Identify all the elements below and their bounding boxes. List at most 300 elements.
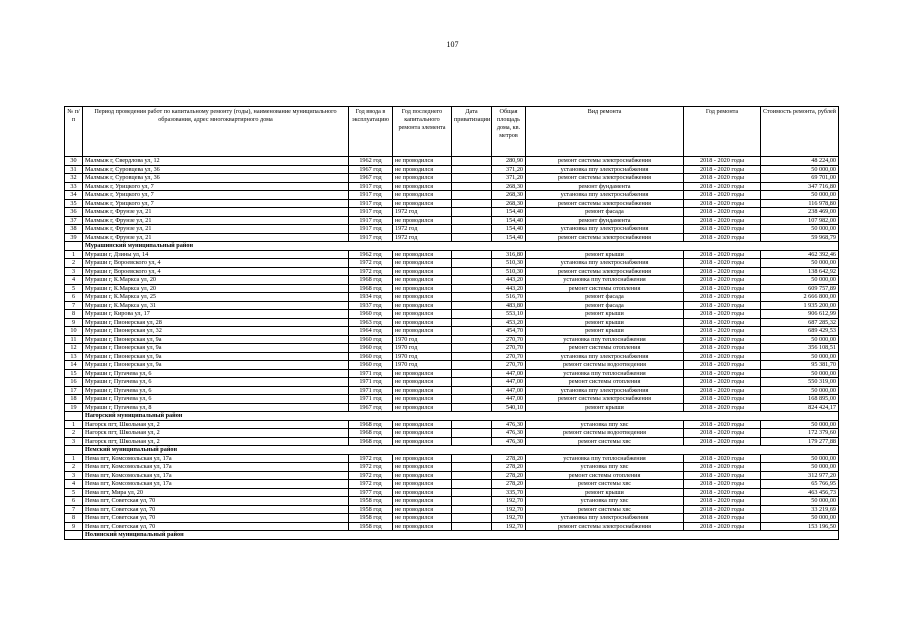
table-row [65,514,839,523]
row-num: 34 [65,191,83,200]
table-row [65,403,839,412]
row-year-built: 1960 год [349,361,393,370]
row-year-built: 1958 год [349,505,393,514]
row-repair-type: ремонт крыши [526,403,684,412]
row-privatization [452,463,492,472]
table-row [65,420,839,429]
row-num: 6 [65,497,83,506]
table-row [65,437,839,446]
row-privatization [452,216,492,225]
row-repair-type: установка ппу электроснабжения [526,386,684,395]
row-address: Мураши г, Дзины ул, 14 [83,250,349,259]
row-repair-year: 2018 - 2020 годы [684,429,761,438]
row-repair-year: 2018 - 2020 годы [684,335,761,344]
row-privatization [452,276,492,285]
row-cost: 824 424,17 [761,403,839,412]
table-row [65,216,839,225]
row-area: 476,30 [492,420,526,429]
table-row [65,386,839,395]
row-cost: 356 108,51 [761,344,839,353]
row-num: 30 [65,157,83,166]
row-last-repair: не проводился [393,293,452,302]
row-repair-type: ремонт крыши [526,310,684,319]
section-row [65,412,839,421]
row-repair-year: 2018 - 2020 годы [684,437,761,446]
row-num: 35 [65,199,83,208]
row-cost: 2 666 800,00 [761,293,839,302]
row-address: Малмыж г, Фрунзе ул, 21 [83,216,349,225]
row-repair-type: ремонт системы отопления [526,378,684,387]
row-repair-year: 2018 - 2020 годы [684,174,761,183]
row-repair-type: ремонт системы водоотведения [526,361,684,370]
row-address: Малмыж г, Урицкого ул, 7 [83,182,349,191]
row-last-repair: не проводился [393,284,452,293]
row-area: 278,20 [492,463,526,472]
row-area: 553,10 [492,310,526,319]
row-address: Мураши г, Пионерская ул, 9а [83,335,349,344]
row-num: 18 [65,395,83,404]
header-last-repair: Год последнего капитального ремонта элемента [393,107,452,157]
row-privatization [452,403,492,412]
row-cost: 687 285,32 [761,318,839,327]
row-repair-type: ремонт системы отопления [526,344,684,353]
section-num-cell [65,242,83,251]
row-address: Нагорск пгт, Школьная ул, 2 [83,420,349,429]
header-period: Период проведения работ по капитальному ремонту (годы), наименование муниципального образования, адрес многоквартирного дома [83,107,349,157]
row-repair-type: ремонт крыши [526,318,684,327]
row-repair-year: 2018 - 2020 годы [684,225,761,234]
row-address: Нема пгт, Советская ул, 70 [83,522,349,531]
table-row [65,233,839,242]
page-number: 107 [446,40,459,49]
row-cost: 463 456,73 [761,488,839,497]
row-cost: 65 766,95 [761,480,839,489]
row-num: 16 [65,378,83,387]
header-repair-type: Вид ремонта [526,107,684,157]
row-privatization [452,191,492,200]
row-area: 447,00 [492,369,526,378]
row-privatization [452,369,492,378]
row-num: 1 [65,250,83,259]
table-row [65,497,839,506]
row-last-repair: не проводился [393,378,452,387]
row-area: 476,30 [492,429,526,438]
row-cost: 50 000,00 [761,352,839,361]
row-repair-year: 2018 - 2020 годы [684,191,761,200]
table-row [65,318,839,327]
row-repair-year: 2018 - 2020 годы [684,497,761,506]
row-area: 192,70 [492,522,526,531]
table-row [65,276,839,285]
row-address: Мураши г, Пугачева ул, 6 [83,378,349,387]
row-repair-type: установка ппу электроснабжения [526,514,684,523]
row-privatization [452,352,492,361]
row-year-built: 1958 год [349,514,393,523]
row-repair-year: 2018 - 2020 годы [684,352,761,361]
row-num: 5 [65,488,83,497]
table-row [65,454,839,463]
row-year-built: 1963 год [349,318,393,327]
row-repair-type: ремонт системы отопления [526,284,684,293]
row-cost: 138 642,92 [761,267,839,276]
row-repair-year: 2018 - 2020 годы [684,505,761,514]
row-repair-year: 2018 - 2020 годы [684,199,761,208]
row-area: 483,80 [492,301,526,310]
row-address: Мураши г, Пионерская ул, 9а [83,361,349,370]
row-num: 31 [65,165,83,174]
row-address: Малмыж г, Урицкого ул, 7 [83,199,349,208]
row-address: Нема пгт, Комсомольская ул, 17а [83,471,349,480]
row-last-repair: не проводился [393,216,452,225]
row-repair-year: 2018 - 2020 годы [684,250,761,259]
row-repair-type: ремонт системы хвс [526,480,684,489]
row-last-repair: не проводился [393,250,452,259]
row-repair-type: ремонт системы электроснабжения [526,522,684,531]
row-area: 154,40 [492,225,526,234]
row-area: 510,30 [492,267,526,276]
row-repair-type: ремонт системы отопления [526,471,684,480]
row-repair-year: 2018 - 2020 годы [684,369,761,378]
row-num: 5 [65,284,83,293]
row-repair-year: 2018 - 2020 годы [684,318,761,327]
header-cost: Стоимость ремонта, рублей [761,107,839,157]
header-area: Общая площадь дома, кв. метров [492,107,526,157]
row-cost: 238 469,00 [761,208,839,217]
row-last-repair: 1970 год [393,335,452,344]
row-address: Малмыж г, Суровцева ул, 36 [83,165,349,174]
row-num: 2 [65,429,83,438]
row-last-repair: не проводился [393,497,452,506]
row-area: 270,70 [492,352,526,361]
row-privatization [452,208,492,217]
row-repair-type: ремонт системы электроснабжения [526,233,684,242]
row-num: 7 [65,505,83,514]
row-address: Мураши г, Пугачева ул, 8 [83,403,349,412]
row-num: 17 [65,386,83,395]
row-num: 4 [65,480,83,489]
row-privatization [452,174,492,183]
row-cost: 50 000,00 [761,335,839,344]
row-area: 443,20 [492,276,526,285]
row-repair-year: 2018 - 2020 годы [684,216,761,225]
row-repair-type: установка ппу хвс [526,463,684,472]
row-area: 453,20 [492,318,526,327]
table-body [65,157,839,540]
row-repair-type: ремонт системы хвс [526,505,684,514]
row-year-built: 1971 год [349,369,393,378]
row-num: 12 [65,344,83,353]
row-year-built: 1977 год [349,488,393,497]
row-privatization [452,505,492,514]
row-year-built: 1917 год [349,182,393,191]
row-privatization [452,429,492,438]
row-cost: 69 701,00 [761,174,839,183]
row-address: Мураши г, Пионерская ул, 28 [83,318,349,327]
row-address: Мураши г, К.Маркса ул, 20 [83,284,349,293]
table-row [65,395,839,404]
row-address: Нагорск пгт, Школьная ул, 2 [83,429,349,438]
row-repair-type: установка ппу теплоснабжения [526,276,684,285]
row-year-built: 1972 год [349,454,393,463]
row-last-repair: не проводился [393,420,452,429]
row-privatization [452,386,492,395]
table-row [65,225,839,234]
table-row [65,429,839,438]
row-repair-type: ремонт системы электроснабжения [526,157,684,166]
row-num: 3 [65,471,83,480]
row-year-built: 1937 год [349,301,393,310]
table-row [65,293,839,302]
row-cost: 153 196,50 [761,522,839,531]
section-num-cell [65,412,83,421]
row-area: 278,20 [492,480,526,489]
row-repair-type: установка ппу теплоснабжения [526,369,684,378]
row-privatization [452,420,492,429]
row-cost: 33 219,69 [761,505,839,514]
row-year-built: 1972 год [349,463,393,472]
row-last-repair: не проводился [393,463,452,472]
row-year-built: 1917 год [349,208,393,217]
row-address: Мураши г, Пугачева ул, 6 [83,395,349,404]
row-area: 270,70 [492,361,526,370]
row-last-repair: не проводился [393,276,452,285]
row-last-repair: не проводился [393,454,452,463]
row-num: 15 [65,369,83,378]
row-last-repair: 1972 год [393,233,452,242]
row-year-built: 1960 год [349,352,393,361]
table-row [65,208,839,217]
row-last-repair: 1970 год [393,344,452,353]
row-year-built: 1971 год [349,386,393,395]
row-repair-type: ремонт системы электроснабжения [526,174,684,183]
row-repair-type: ремонт фасада [526,301,684,310]
row-num: 8 [65,514,83,523]
row-num: 11 [65,335,83,344]
row-repair-type: установка ппу электроснабжения [526,259,684,268]
row-repair-type: ремонт системы электроснабжения [526,267,684,276]
row-address: Мураши г, К.Маркса ул, 25 [83,293,349,302]
row-address: Мураши г, Пугачева ул, 6 [83,386,349,395]
row-address: Мураши г, К.Маркса ул, 31 [83,301,349,310]
row-privatization [452,454,492,463]
row-area: 447,00 [492,378,526,387]
row-address: Малмыж г, Фрунзе ул, 21 [83,225,349,234]
row-repair-year: 2018 - 2020 годы [684,157,761,166]
row-cost: 168 895,00 [761,395,839,404]
row-last-repair: не проводился [393,318,452,327]
row-num: 10 [65,327,83,336]
table-row [65,361,839,370]
row-repair-type: ремонт системы хвс [526,437,684,446]
row-year-built: 1972 год [349,471,393,480]
row-cost: 312 977,20 [761,471,839,480]
row-area: 443,20 [492,284,526,293]
row-last-repair: не проводился [393,488,452,497]
row-privatization [452,250,492,259]
row-area: 154,40 [492,216,526,225]
row-repair-type: ремонт фундамента [526,216,684,225]
row-privatization [452,310,492,319]
row-year-built: 1958 год [349,522,393,531]
table-row [65,505,839,514]
row-privatization [452,514,492,523]
row-repair-year: 2018 - 2020 годы [684,471,761,480]
row-privatization [452,182,492,191]
row-area: 540,10 [492,403,526,412]
row-year-built: 1971 год [349,395,393,404]
row-repair-year: 2018 - 2020 годы [684,208,761,217]
row-last-repair: не проводился [393,301,452,310]
section-row [65,446,839,455]
row-num: 9 [65,318,83,327]
row-address: Малмыж г, Свердлова ул, 12 [83,157,349,166]
row-year-built: 1917 год [349,233,393,242]
row-area: 192,70 [492,514,526,523]
row-last-repair: не проводился [393,199,452,208]
row-num: 9 [65,522,83,531]
row-address: Нема пгт, Комсомольская ул, 17а [83,454,349,463]
row-privatization [452,344,492,353]
row-num: 3 [65,437,83,446]
row-num: 33 [65,182,83,191]
row-area: 371,20 [492,174,526,183]
row-address: Мураши г, Вороевского ул, 4 [83,259,349,268]
row-num: 1 [65,420,83,429]
table-row [65,199,839,208]
row-cost: 550 319,00 [761,378,839,387]
row-privatization [452,522,492,531]
row-cost: 172 379,60 [761,429,839,438]
row-cost: 50 000,00 [761,454,839,463]
row-year-built: 1972 год [349,259,393,268]
row-year-built: 1960 год [349,335,393,344]
row-cost: 107 982,00 [761,216,839,225]
row-area: 516,70 [492,293,526,302]
row-repair-year: 2018 - 2020 годы [684,378,761,387]
header-year-built: Год ввода в эксплуатацию [349,107,393,157]
row-address: Нема пгт, Советская ул, 70 [83,505,349,514]
row-area: 316,80 [492,250,526,259]
row-num: 8 [65,310,83,319]
row-num: 38 [65,225,83,234]
row-last-repair: не проводился [393,191,452,200]
row-privatization [452,233,492,242]
section-title: Немский муниципальный район [83,446,839,455]
row-repair-type: ремонт системы водоотведения [526,429,684,438]
table-row [65,301,839,310]
row-address: Нема пгт, Советская ул, 70 [83,514,349,523]
row-address: Мураши г, Пионерская ул, 9а [83,352,349,361]
row-area: 476,30 [492,437,526,446]
table-row [65,471,839,480]
row-repair-year: 2018 - 2020 годы [684,267,761,276]
row-area: 454,70 [492,327,526,336]
table-row [65,369,839,378]
header-privatization: Дата приватизации [452,107,492,157]
row-repair-type: установка ппу электроснабжения [526,352,684,361]
row-cost: 50 000,00 [761,514,839,523]
row-year-built: 1917 год [349,225,393,234]
row-cost: 906 612,99 [761,310,839,319]
row-repair-year: 2018 - 2020 годы [684,403,761,412]
row-cost: 50 000,00 [761,259,839,268]
row-last-repair: не проводился [393,429,452,438]
row-year-built: 1972 год [349,267,393,276]
row-num: 19 [65,403,83,412]
row-privatization [452,437,492,446]
row-repair-year: 2018 - 2020 годы [684,259,761,268]
row-last-repair: 1970 год [393,361,452,370]
header-num: № п/п [65,107,83,157]
row-area: 280,90 [492,157,526,166]
row-area: 268,30 [492,199,526,208]
row-num: 36 [65,208,83,217]
row-last-repair: не проводился [393,505,452,514]
table-row [65,378,839,387]
row-cost: 50 000,00 [761,191,839,200]
row-area: 192,70 [492,505,526,514]
row-cost: 347 716,80 [761,182,839,191]
row-repair-year: 2018 - 2020 годы [684,514,761,523]
row-privatization [452,165,492,174]
row-area: 154,40 [492,208,526,217]
row-last-repair: 1972 год [393,225,452,234]
row-repair-year: 2018 - 2020 годы [684,233,761,242]
row-repair-type: ремонт фасада [526,293,684,302]
row-repair-type: установка ппу электроснабжения [526,191,684,200]
row-repair-year: 2018 - 2020 годы [684,488,761,497]
row-privatization [452,301,492,310]
row-address: Мураши г, Пионерская ул, 32 [83,327,349,336]
row-repair-year: 2018 - 2020 годы [684,276,761,285]
table-row [65,174,839,183]
row-repair-type: установка ппу электроснабжения [526,225,684,234]
row-last-repair: не проводился [393,310,452,319]
row-privatization [452,318,492,327]
row-area: 335,70 [492,488,526,497]
row-repair-year: 2018 - 2020 годы [684,480,761,489]
row-address: Малмыж г, Фрунзе ул, 21 [83,233,349,242]
table-row [65,259,839,268]
row-repair-type: ремонт фундамента [526,182,684,191]
row-cost: 50 000,00 [761,386,839,395]
row-repair-year: 2018 - 2020 годы [684,301,761,310]
row-num: 4 [65,276,83,285]
row-last-repair: не проводился [393,174,452,183]
row-address: Мураши г, Пугачева ул, 6 [83,369,349,378]
row-last-repair: не проводился [393,369,452,378]
row-cost: 1 935 200,00 [761,301,839,310]
row-num: 14 [65,361,83,370]
row-last-repair: не проводился [393,437,452,446]
table-row [65,182,839,191]
row-repair-type: ремонт системы электроснабжения [526,199,684,208]
row-repair-type: установка ппу электроснабжения [526,165,684,174]
row-last-repair: 1972 год [393,208,452,217]
row-repair-type: ремонт крыши [526,488,684,497]
row-repair-year: 2018 - 2020 годы [684,182,761,191]
table-row [65,191,839,200]
table-row [65,267,839,276]
row-area: 270,70 [492,344,526,353]
row-address: Мураши г, Кирова ул, 17 [83,310,349,319]
row-num: 32 [65,174,83,183]
table-row [65,463,839,472]
row-area: 192,70 [492,497,526,506]
section-row [65,242,839,251]
table-row [65,284,839,293]
row-last-repair: не проводился [393,471,452,480]
